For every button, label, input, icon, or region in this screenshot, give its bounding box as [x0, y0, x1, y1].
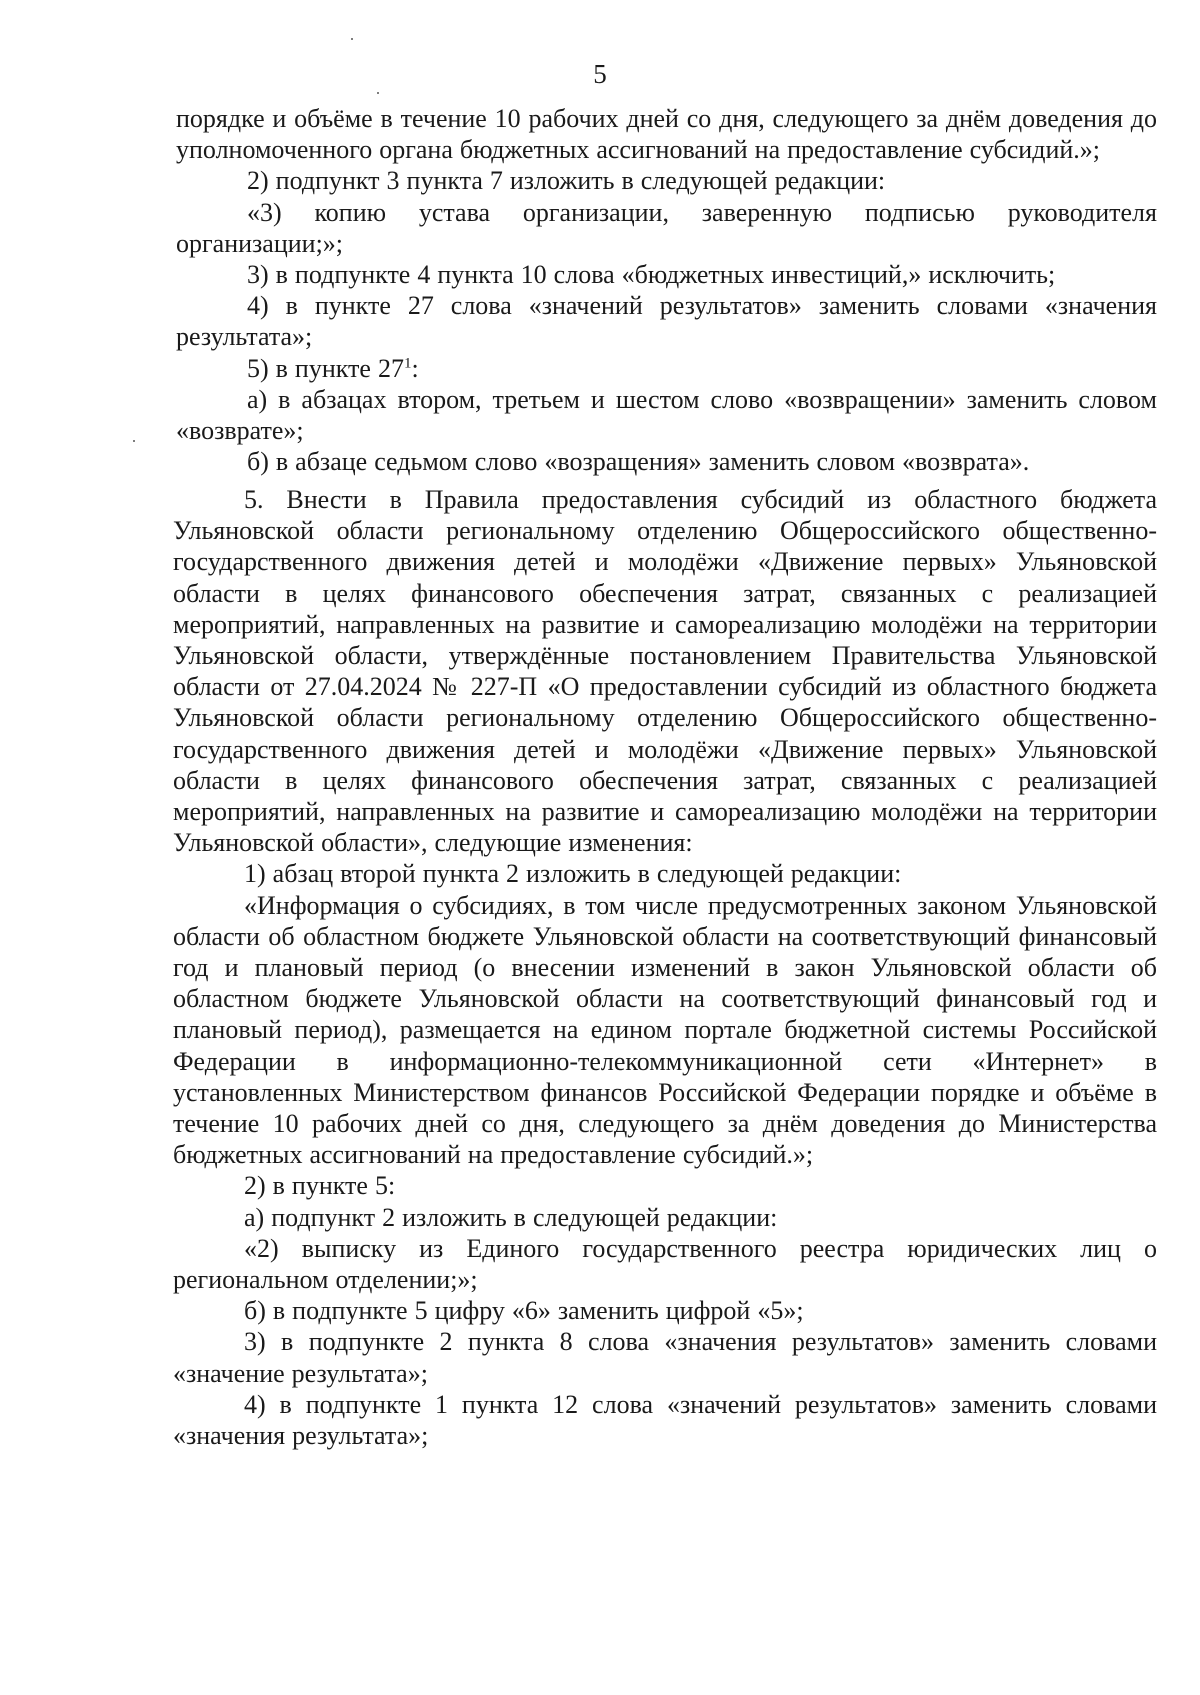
paragraph-s5-item-3: 3) в подпункте 2 пункта 8 слова «значения результатов» заменить словами «значение результата»;: [173, 1327, 1157, 1388]
page-number: 5: [593, 59, 607, 89]
paragraph-section-5: 5. Внести в Правила предоставления субсидий из областного бюджета Ульяновской области региональному отделению Общероссийского общественно-государственного движения детей и молодёжи «Движение первых» Ульяновской области в целях финансового обеспечения затрат, связанных с реализацией мероприятий, направленных на развитие и самореализацию молодёжи на территории Ульяновской области, утверждённые постановлением Правительства Ульяновской области от 27.04.2024 № 227-П «О предоставлении субсидий из областного бюджета Ульяновской области региональному отделению Общероссийского общественно-государственного движения детей и молодёжи «Движение первых» Ульяновской области в целях финансового обеспечения затрат, связанных с реализацией мероприятий, направленных на развитие и самореализацию молодёжи на территории Ульяновской области», следующие изменения:: [173, 485, 1157, 858]
document-body-upper: [176, 103, 1157, 477]
superscript-1: 1: [403, 354, 412, 371]
paragraph-item-5: [176, 353, 1157, 384]
paragraph-subitem-a: а) в абзацах втором, третьем и шестом слово «возвращении» заменить словом «возврате»;: [176, 384, 1157, 446]
paragraph-continuation: порядке и объёме в течение 10 рабочих дней со дня, следующего за днём доведения до уполномоченного органа бюджетных ассигнований на предоставление субсидий.»;: [176, 104, 1157, 165]
item-5-colon: :: [411, 353, 419, 383]
paragraph-quote-3: «3) копию устава организации, заверенную подписью руководителя организации;»;: [176, 197, 1157, 258]
paragraph-s5-item-4: 4) в подпункте 1 пункта 12 слова «значений результатов» заменить словами «значения результата»;: [173, 1389, 1157, 1451]
scan-speck: [133, 440, 135, 442]
paragraph-s5-quote-2: «2) выписку из Единого государственного реестра юридических лиц о региональном отделении;»;: [173, 1233, 1157, 1295]
paragraph-s5-item-2: 2) в пункте 5:: [244, 1171, 396, 1201]
scan-speck: [377, 92, 379, 94]
paragraph-item-4: 4) в пункте 27 слова «значений результатов» заменить словами «значения результата»;: [176, 291, 1157, 352]
paragraph-item-3: 3) в подпункте 4 пункта 10 слова «бюджетных инвестиций,» исключить;: [247, 260, 1056, 290]
paragraph-s5-item-1: 1) абзац второй пункта 2 изложить в следующей редакции:: [244, 859, 902, 889]
item-5-text: 5) в пункте 27: [247, 353, 404, 383]
paragraph-s5-subitem-a: а) подпункт 2 изложить в следующей редакции:: [244, 1202, 778, 1232]
document-body-lower: [173, 484, 1157, 1451]
paragraph-s5-info-quote: «Информация о субсидиях, в том числе предусмотренных законом Ульяновской области об областном бюджете Ульяновской области на соответствующий финансовый год и плановый период (о внесении изменений в закон Ульяновской области об областном бюджете Ульяновской области на соответствующий финансовый год и плановый период), размещается на едином портале бюджетной системы Российской Федерации в информационно-телекоммуникационной сети «Интернет» в установленных Министерством финансов Российской Федерации порядке и объёме в течение 10 рабочих дней со дня, следующего за днём доведения до Министерства бюджетных ассигнований на предоставление субсидий.»;: [173, 890, 1157, 1170]
paragraph-item-2: 2) подпункт 3 пункта 7 изложить в следующей редакции:: [247, 166, 886, 196]
paragraph-subitem-b: б) в абзаце седьмом слово «возращения» заменить словом «возврата».: [247, 447, 1030, 477]
paragraph-s5-subitem-b: б) в подпункте 5 цифру «6» заменить цифрой «5»;: [244, 1296, 804, 1326]
scan-speck: [351, 38, 353, 40]
